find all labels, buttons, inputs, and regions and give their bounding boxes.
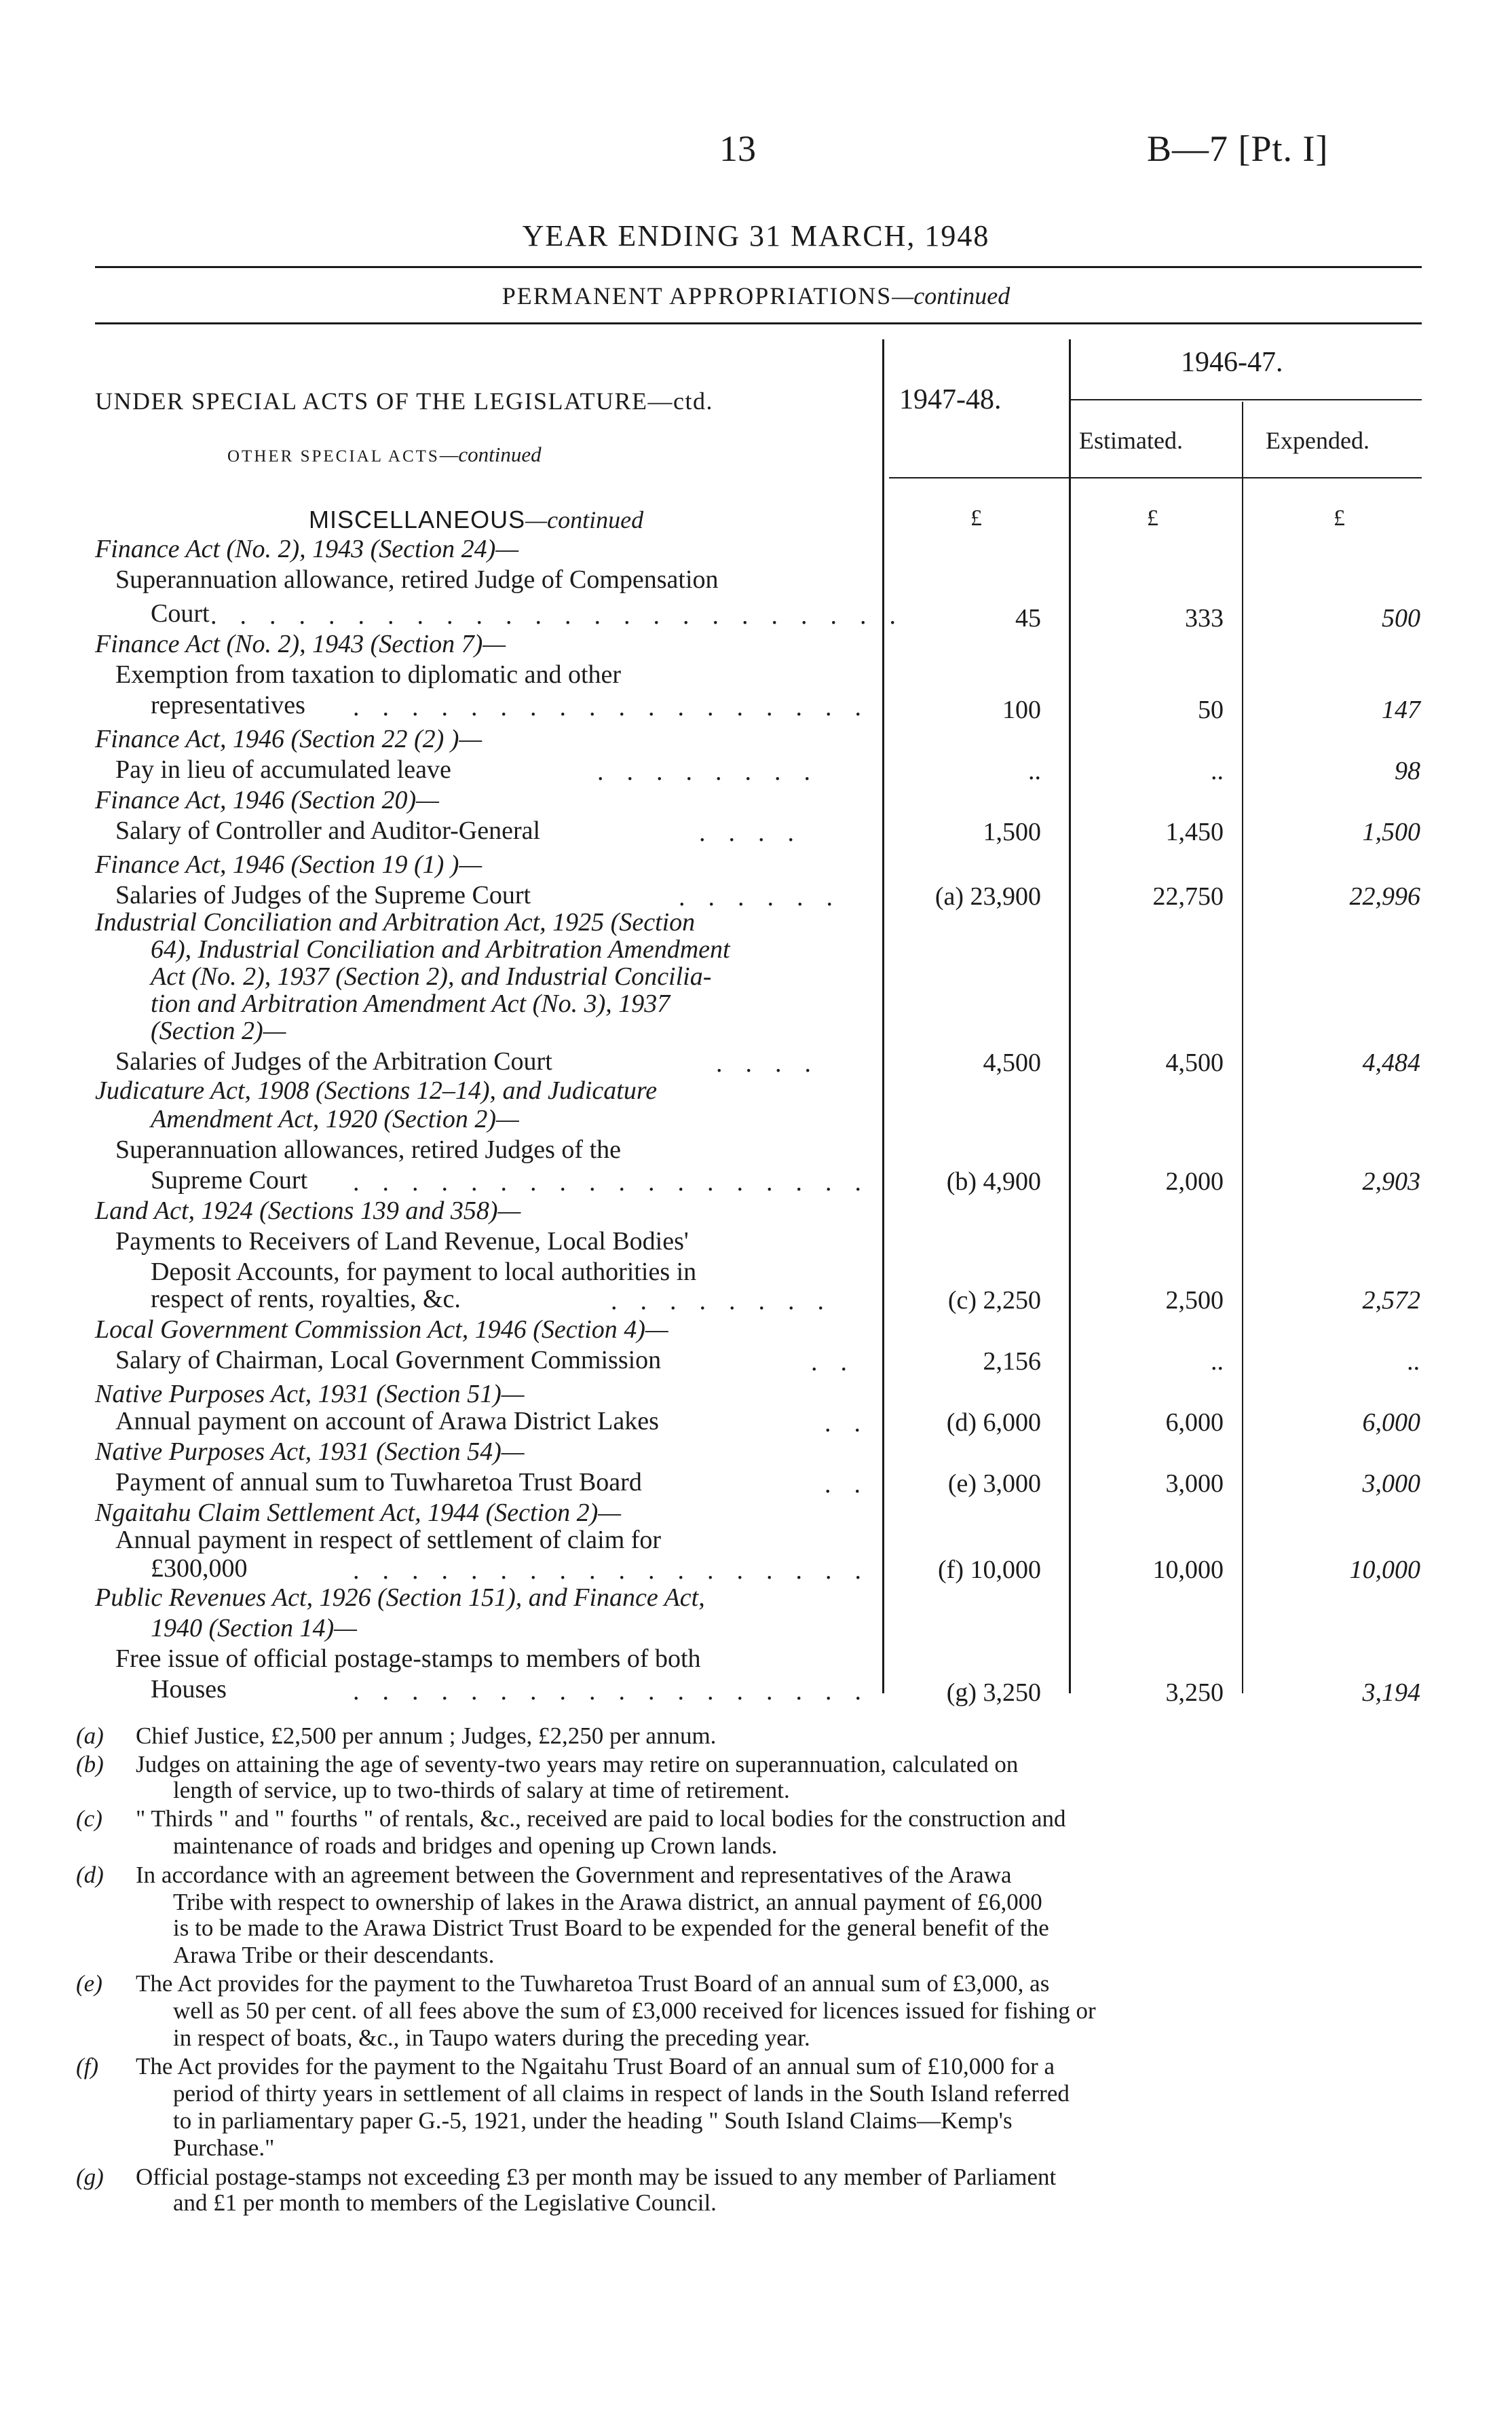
amount-estimated-1946-47: 6,000	[1165, 1408, 1224, 1437]
section-rule	[95, 322, 1422, 324]
amount-1947-48: 1,500	[983, 818, 1041, 846]
left-column-title: UNDER SPECIAL ACTS OF THE LEGISLATURE—ctd.	[95, 388, 714, 415]
section-title	[0, 282, 1512, 310]
item-description: Free issue of official postage-stamps to members of both	[115, 1644, 701, 1673]
item-description: Annual payment on account of Arawa District Lakes	[115, 1407, 659, 1435]
footnote-text: Tribe with respect to ownership of lakes in the Arawa district, an annual payment of £6,000	[173, 1889, 1042, 1915]
act-reference: tion and Arbitration Amendment Act (No. 3), 1937	[151, 990, 670, 1018]
act-reference: Finance Act (No. 2), 1943 (Section 24)—	[95, 535, 519, 563]
amount-estimated-1946-47: ..	[1211, 757, 1224, 785]
column-estimated-header: Estimated.	[1079, 427, 1183, 454]
amount-expended-1946-47: 2,903	[1362, 1167, 1420, 1196]
footnote-text: to in parliamentary paper G.-5, 1921, under the heading " South Island Claims—Kemp's	[173, 2107, 1013, 2134]
item-description: Pay in lieu of accumulated leave	[115, 755, 451, 784]
footnote-text: in respect of boats, &c., in Taupo waters during the preceding year.	[173, 2025, 810, 2051]
act-reference: Finance Act, 1946 (Section 20)—	[95, 786, 439, 814]
currency-col2: £	[1147, 506, 1158, 531]
item-description: Salaries of Judges of the Arbitration Court	[115, 1047, 552, 1076]
act-reference: Public Revenues Act, 1926 (Section 151), and Finance Act,	[95, 1583, 705, 1612]
amount-estimated-1946-47: 10,000	[1152, 1556, 1224, 1584]
leader-dots: ....	[716, 1049, 834, 1078]
left-subtitle-suffix: —continued	[439, 443, 542, 466]
column-expended-header: Expended.	[1266, 427, 1369, 454]
amount-1947-48: 100	[1002, 696, 1041, 724]
amount-expended-1946-47: 3,194	[1362, 1678, 1420, 1707]
footnote-mark: (c)	[76, 1805, 102, 1832]
amount-expended-1946-47: 147	[1382, 696, 1420, 724]
amount-expended-1946-47: 2,572	[1362, 1286, 1420, 1315]
act-reference: Native Purposes Act, 1931 (Section 51)—	[95, 1380, 525, 1408]
footnote-text: Purchase."	[173, 2134, 275, 2161]
amount-1947-48: (a) 23,900	[934, 882, 1041, 911]
item-description: Court	[151, 599, 210, 628]
footnote-text: The Act provides for the payment to the Tuwharetoa Trust Board of an annual sum of £3,000, as	[136, 1970, 1050, 1997]
leader-dots: ..................	[353, 1168, 884, 1197]
leader-dots: ..	[811, 1348, 870, 1376]
leader-dots: ....	[699, 818, 817, 847]
footnote-text: Chief Justice, £2,500 per annum ; Judges, £2,250 per annum.	[136, 1722, 717, 1749]
page-number: 13	[719, 128, 756, 169]
footnote-text: length of service, up to two-thirds of salary at time of retirement.	[173, 1777, 790, 1803]
amount-1947-48: (c) 2,250	[947, 1286, 1041, 1315]
item-description: Salary of Controller and Auditor-General	[115, 816, 541, 845]
item-description: Supreme Court	[151, 1166, 308, 1194]
leader-dots: ..................	[353, 693, 884, 721]
amount-1947-48: (f) 10,000	[938, 1556, 1041, 1584]
leader-dots: ........	[597, 757, 833, 786]
column-divider-2	[1069, 339, 1071, 1693]
amount-1947-48: 45	[1015, 604, 1041, 633]
amount-estimated-1946-47: 50	[1198, 696, 1224, 724]
item-description: Payment of annual sum to Tuwharetoa Trust Board	[115, 1468, 642, 1496]
act-reference: Finance Act (No. 2), 1943 (Section 7)—	[95, 630, 506, 658]
act-reference: Finance Act, 1946 (Section 19 (1) )—	[95, 850, 483, 879]
act-reference: Local Government Commission Act, 1946 (Section 4)—	[95, 1315, 668, 1344]
footnote-text: and £1 per month to members of the Legislative Council.	[173, 2189, 717, 2216]
amount-expended-1946-47: 4,484	[1362, 1049, 1420, 1077]
amount-estimated-1946-47: 2,000	[1165, 1167, 1224, 1196]
leader-dots: ..................	[353, 1677, 884, 1706]
item-description: Superannuation allowances, retired Judges of the	[115, 1135, 621, 1164]
act-reference: 64), Industrial Conciliation and Arbitration Amendment	[151, 935, 730, 964]
act-reference: (Section 2)—	[151, 1017, 286, 1045]
year-title: YEAR ENDING 31 MARCH, 1948	[522, 219, 990, 252]
footnote-mark: (b)	[76, 1751, 104, 1777]
act-reference: Amendment Act, 1920 (Section 2)—	[151, 1105, 519, 1133]
title-rule	[95, 266, 1422, 268]
amount-expended-1946-47: 6,000	[1362, 1408, 1420, 1437]
currency-col1: £	[970, 506, 982, 531]
footnote-text: Official postage-stamps not exceeding £3 per month may be issued to any member of Parliament	[136, 2164, 1057, 2190]
amount-1947-48: (e) 3,000	[947, 1469, 1041, 1498]
footnote-text: In accordance with an agreement between the Government and representatives of the Arawa	[136, 1862, 1012, 1888]
item-description: Annual payment in respect of settlement of claim for	[115, 1526, 662, 1554]
footnote-text: period of thirty years in settlement of all claims in respect of lands in the South Island referred	[173, 2080, 1070, 2107]
footnote-text: well as 50 per cent. of all fees above the sum of £3,000 received for licences issued for fishing or	[173, 1997, 1096, 2024]
footnote-mark: (e)	[76, 1970, 102, 1997]
left-column-subtitle	[227, 443, 542, 467]
act-reference: Finance Act, 1946 (Section 22 (2) )—	[95, 725, 483, 753]
footnote-mark: (d)	[76, 1862, 104, 1888]
amount-estimated-1946-47: ..	[1211, 1347, 1224, 1376]
act-reference: 1940 (Section 14)—	[151, 1614, 357, 1642]
amount-1947-48: 4,500	[983, 1049, 1041, 1077]
left-subtitle-text: OTHER SPECIAL ACTS	[227, 447, 440, 466]
footnote-mark: (f)	[76, 2053, 99, 2079]
footnote-text: Judges on attaining the age of seventy-two years may retire on superannuation, calculated on	[136, 1751, 1019, 1777]
currency-col3: £	[1334, 506, 1345, 531]
section-title-text: PERMANENT APPROPRIATIONS	[502, 282, 892, 309]
amount-estimated-1946-47: 4,500	[1165, 1049, 1224, 1077]
amount-estimated-1946-47: 1,450	[1165, 818, 1224, 846]
group-header-rule	[1071, 399, 1422, 400]
amount-1947-48: (g) 3,250	[946, 1678, 1041, 1707]
item-description: Superannuation allowance, retired Judge of Compensation	[115, 565, 719, 594]
amount-estimated-1946-47: 3,000	[1165, 1469, 1224, 1498]
amount-expended-1946-47: 3,000	[1362, 1469, 1420, 1498]
amount-expended-1946-47: 22,996	[1349, 882, 1420, 911]
leader-dots: ..................	[353, 1556, 884, 1585]
item-description: Deposit Accounts, for payment to local authorities in	[151, 1258, 697, 1286]
item-description: respect of rents, royalties, &c.	[151, 1285, 461, 1313]
act-reference: Native Purposes Act, 1931 (Section 54)—	[95, 1437, 525, 1466]
item-description: Salary of Chairman, Local Government Commission	[115, 1346, 662, 1374]
amount-1947-48: (d) 6,000	[946, 1408, 1041, 1437]
subheading-miscellaneous	[309, 506, 643, 534]
amount-expended-1946-47: ..	[1407, 1347, 1420, 1376]
paper-reference: B—7 [Pt. I]	[1147, 128, 1329, 169]
item-description: representatives	[151, 691, 305, 719]
amount-estimated-1946-47: 333	[1185, 604, 1224, 633]
footnote-mark: (a)	[76, 1722, 104, 1749]
amount-1947-48: (b) 4,900	[946, 1167, 1041, 1196]
subheading-suffix: —continued	[525, 506, 644, 533]
leader-dots: ........................	[210, 601, 919, 630]
item-description: Salaries of Judges of the Supreme Court	[115, 881, 531, 909]
amount-expended-1946-47: 500	[1382, 604, 1420, 633]
act-reference: Land Act, 1924 (Sections 139 and 358)—	[95, 1197, 521, 1225]
item-description: Exemption from taxation to diplomatic and other	[115, 660, 622, 689]
item-description: Payments to Receivers of Land Revenue, Local Bodies'	[115, 1227, 689, 1256]
item-description: £300,000	[151, 1554, 248, 1583]
footnote-text: is to be made to the Arawa District Trust Board to be expended for the general benefit of the	[173, 1915, 1049, 1941]
column-1947-48-header: 1947-48.	[899, 384, 1002, 415]
amount-expended-1946-47: 98	[1395, 757, 1420, 785]
item-description: Houses	[151, 1675, 227, 1703]
footnote-mark: (g)	[76, 2164, 104, 2190]
act-reference: Industrial Conciliation and Arbitration Act, 1925 (Section	[95, 908, 696, 937]
amount-1947-48: ..	[1028, 757, 1041, 785]
amount-estimated-1946-47: 22,750	[1152, 882, 1224, 911]
leader-dots: ..	[825, 1470, 884, 1499]
footnote-text: The Act provides for the payment to the Ngaitahu Trust Board of an annual sum of £10,000 for a	[136, 2053, 1055, 2079]
amount-expended-1946-47: 1,500	[1362, 818, 1420, 846]
subheading-text: MISCELLANEOUS	[309, 506, 526, 533]
leader-dots: ......	[679, 883, 856, 911]
act-reference: Judicature Act, 1908 (Sections 12–14), and Judicature	[95, 1076, 658, 1105]
column-header-rule	[889, 477, 1422, 478]
leader-dots: ........	[611, 1287, 847, 1315]
amount-expended-1946-47: 10,000	[1349, 1556, 1420, 1584]
footnote-text: maintenance of roads and bridges and opening up Crown lands.	[173, 1832, 778, 1859]
leader-dots: ..	[825, 1409, 884, 1437]
amount-estimated-1946-47: 3,250	[1165, 1678, 1224, 1707]
footnote-text: Arawa Tribe or their descendants.	[173, 1942, 495, 1968]
act-reference: Ngaitahu Claim Settlement Act, 1944 (Section 2)—	[95, 1499, 622, 1527]
section-title-suffix: —continued	[892, 282, 1010, 309]
amount-1947-48: 2,156	[983, 1347, 1041, 1376]
column-1946-47-group-header: 1946-47.	[1181, 347, 1283, 378]
column-divider-3	[1242, 402, 1243, 1693]
act-reference: Act (No. 2), 1937 (Section 2), and Industrial Concilia-	[151, 962, 712, 991]
amount-estimated-1946-47: 2,500	[1165, 1286, 1224, 1315]
footnote-text: " Thirds " and " fourths " of rentals, &c., received are paid to local bodies for the construction and	[136, 1805, 1066, 1832]
